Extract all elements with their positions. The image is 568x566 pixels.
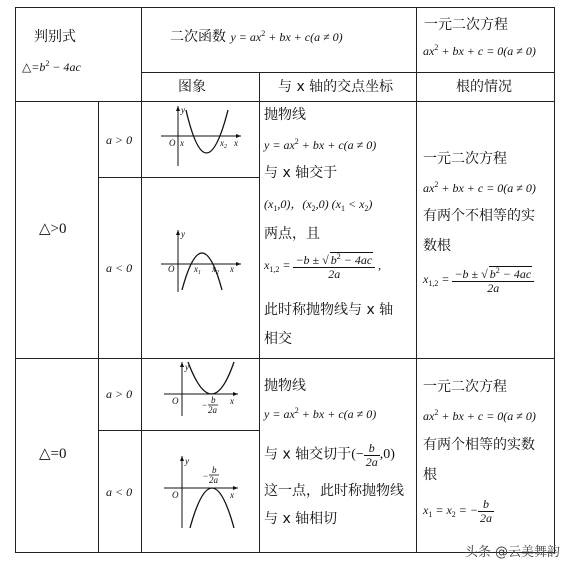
svg-text:−: − xyxy=(203,471,209,481)
table-border-top xyxy=(15,7,554,8)
intersection-zero-line5: 与 x 轴相切 xyxy=(264,511,338,527)
intersection-positive-line2: $y = ax^2$ + bx + c(a ≠ 0) xyxy=(264,137,377,152)
quadratic-function-title: 二次函数 $y = ax^2$ + bx + c(a ≠ 0) xyxy=(170,29,343,45)
roots-zero-line2: $ax^2$ + bx + c = 0(a ≠ 0) xyxy=(423,408,536,423)
discriminant-formula: $\triangle=b^2 - 4ac$ xyxy=(22,59,81,74)
svg-text:y: y xyxy=(185,456,189,466)
intersection-positive-formula: $x_{1,2}$ = $\frac{-b \pm √ b^2 - 4ac}{2a}$ , xyxy=(264,252,382,281)
intersection-positive-line5: 两点，且 xyxy=(264,226,320,242)
graph-positive-upward xyxy=(156,104,246,174)
roots-zero-line1: 一元二次方程 xyxy=(423,379,507,395)
axis-label-y: y xyxy=(181,229,185,239)
discriminant-label: 判别式 xyxy=(34,29,76,45)
row-label-zero: △=0 xyxy=(39,446,67,462)
case-a-negative: a < 0 xyxy=(106,261,133,275)
table-divider-col-graph xyxy=(259,72,260,553)
svg-text:x2: $x_2$ xyxy=(212,264,219,276)
table-divider-rows xyxy=(15,358,554,359)
table-divider-zero-split xyxy=(98,430,259,431)
origin-label: O xyxy=(169,138,176,148)
table-border-left xyxy=(15,7,16,553)
table-border-right xyxy=(554,7,555,553)
svg-text:b: b xyxy=(212,465,217,475)
table-divider-subheader xyxy=(15,101,554,102)
intersection-zero-line1: 抛物线 xyxy=(264,378,306,394)
root-label-x1: x xyxy=(180,138,184,148)
column-header-intersection: 与 x 轴的交点坐标 xyxy=(278,79,394,95)
graph-positive-downward xyxy=(156,226,246,296)
quadratic-equation-formula: $ax^2$ + bx + c = 0(a ≠ 0) xyxy=(423,43,536,58)
roots-positive-line1: 一元二次方程 xyxy=(423,151,507,167)
graph-zero-upward xyxy=(160,360,244,428)
intersection-positive-line7: 此时称抛物线与 x 轴 xyxy=(264,302,394,318)
svg-text:b: b xyxy=(211,395,216,405)
column-header-roots: 根的情况 xyxy=(456,79,512,95)
roots-zero-line4: 根 xyxy=(423,467,437,483)
svg-text:O: O xyxy=(168,264,175,274)
roots-positive-line2: $ax^2$ + bx + c = 0(a ≠ 0) xyxy=(423,180,536,195)
watermark: 头条 @云美舞韵 xyxy=(464,545,560,560)
graph-zero-downward xyxy=(160,452,244,530)
intersection-positive-line3: 与 x 轴交于 xyxy=(264,165,338,181)
svg-text:x: x xyxy=(230,264,234,274)
svg-text:−: − xyxy=(202,400,208,410)
svg-text:x: x xyxy=(230,396,234,406)
svg-text:x: x xyxy=(230,490,234,500)
svg-text:x1: $x_1$ xyxy=(194,264,201,276)
svg-text:O: O xyxy=(172,396,179,406)
intersection-positive-line1: 抛物线 xyxy=(264,107,306,123)
intersection-zero-line2: $y = ax^2$ + bx + c(a ≠ 0) xyxy=(264,406,377,421)
row-label-positive: △>0 xyxy=(39,221,67,237)
intersection-positive-line8: 相交 xyxy=(264,331,292,347)
column-header-graph: 图象 xyxy=(178,79,206,95)
svg-text:2a: 2a xyxy=(208,405,217,415)
axis-label-y: y xyxy=(181,105,185,115)
case-a-positive-zero: a > 0 xyxy=(106,387,133,401)
case-a-positive: a > 0 xyxy=(106,133,133,147)
roots-positive-line3: 有两个不相等的实 xyxy=(423,208,535,224)
svg-text:y: y xyxy=(185,362,189,372)
quadratic-equation-title: 一元二次方程 xyxy=(424,17,508,33)
table-divider-col-roots xyxy=(416,7,417,553)
table-divider-header xyxy=(141,72,554,73)
svg-text:O: O xyxy=(172,490,179,500)
axis-label-x: x xyxy=(234,138,238,148)
roots-zero-line3: 有两个相等的实数 xyxy=(423,437,535,453)
table-divider-col-label xyxy=(141,7,142,553)
table-divider-positive-split xyxy=(98,177,259,178)
intersection-zero-line4: 这一点，此时称抛物线 xyxy=(264,483,404,499)
svg-text:2a: 2a xyxy=(209,475,218,485)
intersection-positive-line4: $(x_1,0)$，$(x_2,0) (x_1 < x_2)$ xyxy=(264,197,373,213)
roots-positive-formula: $x_{1,2}$ = $\frac{-b \pm √ b^2 - 4ac}{2a}$ xyxy=(423,266,534,294)
case-a-negative-zero: a < 0 xyxy=(106,485,133,499)
root-label-x2: $x_2$ xyxy=(220,138,227,150)
roots-zero-formula: $x_1 = x_2$ = − $\frac{b}{2a}$ xyxy=(423,497,492,525)
table-divider-col1 xyxy=(98,101,99,553)
roots-positive-line4: 数根 xyxy=(423,238,451,254)
intersection-zero-line3: 与 x 轴交切于(− $\frac{b}{2a}$ ,0) xyxy=(264,441,395,469)
